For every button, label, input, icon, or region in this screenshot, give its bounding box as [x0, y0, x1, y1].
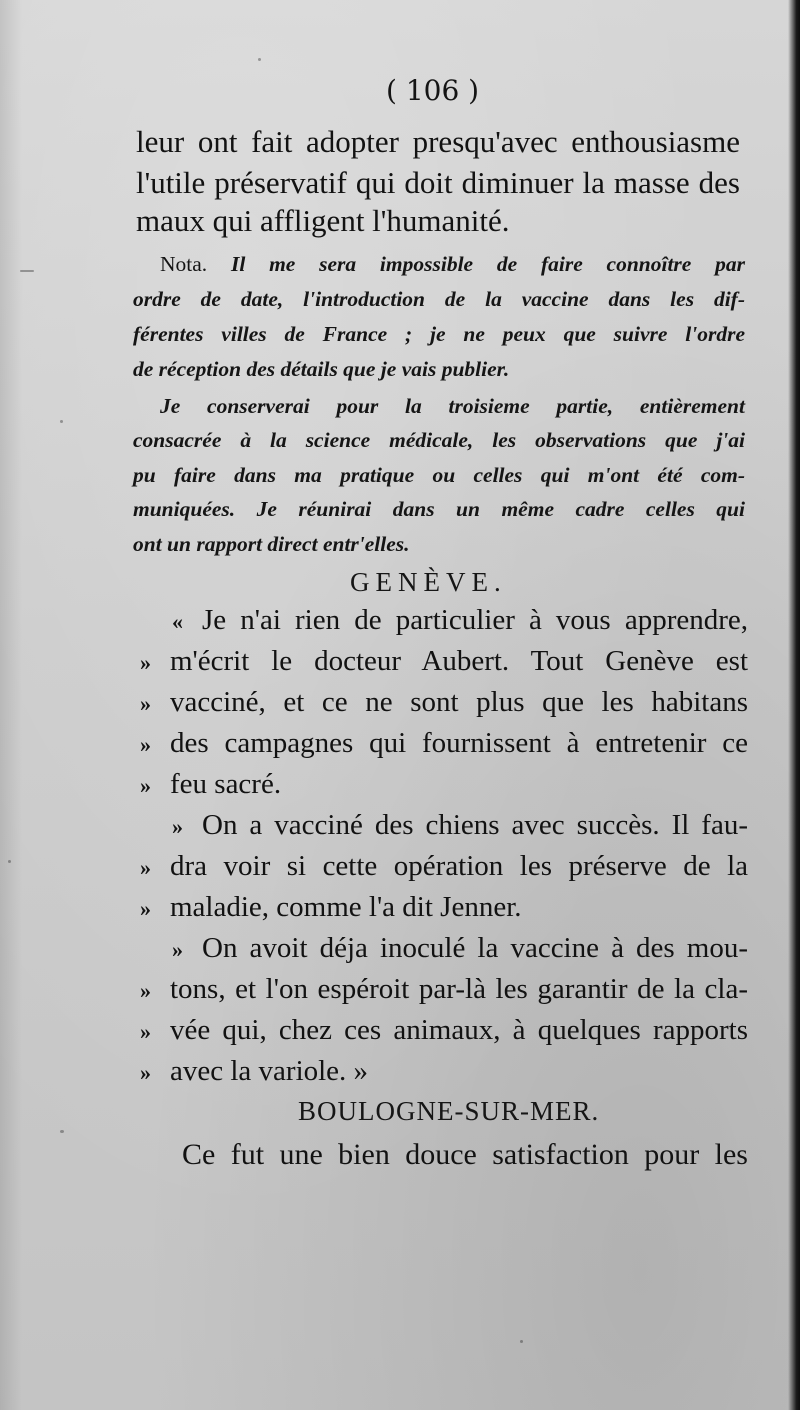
quote-mark: »	[140, 732, 151, 757]
note-line: ordre de date, l'introduction de la vaccine dans les dif-	[133, 287, 745, 311]
quote-line	[140, 850, 748, 883]
scan-speck	[20, 270, 34, 272]
quote-line	[140, 891, 522, 924]
quote-line	[140, 768, 281, 801]
scan-speck	[60, 420, 63, 423]
text-line: l'utile préservatif qui doit diminuer la masse des	[136, 165, 740, 200]
note-line: ont un rapport direct entr'elles.	[133, 532, 410, 556]
text-line: leur ont fait adopter presqu'avec enthousiasme	[136, 124, 740, 159]
note-line: pu faire dans ma pratique ou celles qui m'ont été com-	[133, 463, 745, 487]
quote-line	[172, 604, 748, 637]
quote-line	[172, 932, 748, 965]
quote-text: On avoit déja inoculé la vaccine à des mou-	[202, 932, 748, 964]
quote-mark: »	[140, 978, 151, 1003]
quote-text: maladie, comme l'a dit Jenner.	[170, 891, 522, 923]
note-line: de réception des détails que je vais publier.	[133, 357, 510, 381]
note-text: Il me sera impossible de faire connoître par	[230, 252, 745, 276]
quote-text: On a vacciné des chiens avec succès. Il fau-	[202, 809, 748, 841]
scan-speck	[258, 58, 261, 61]
quote-mark: »	[140, 1019, 151, 1044]
quote-mark: »	[140, 855, 151, 880]
text-line: maux qui affligent l'humanité.	[136, 203, 510, 238]
quote-line	[140, 645, 748, 678]
scan-speck	[60, 1130, 64, 1133]
quote-mark: »	[140, 896, 151, 921]
quote-line	[172, 809, 748, 842]
quote-mark: »	[172, 937, 183, 962]
quote-mark: »	[140, 1060, 151, 1085]
quote-line	[140, 1014, 748, 1047]
quote-text: tons, et l'on espéroit par-là les garantir de la cla-	[170, 973, 748, 1005]
quote-text: vée qui, chez ces animaux, à quelques rapports	[170, 1014, 748, 1046]
quote-text: m'écrit le docteur Aubert. Tout Genève est	[170, 645, 748, 677]
page-number: ( 106 )	[386, 74, 480, 107]
page-fold-shadow	[0, 0, 22, 1410]
text-line: Ce fut une bien douce satisfaction pour les	[182, 1138, 748, 1171]
quote-mark: »	[140, 773, 151, 798]
note-line: consacrée à la science médicale, les observations que j'ai	[133, 428, 745, 452]
quote-mark: »	[140, 691, 151, 716]
scan-speck	[520, 1340, 523, 1343]
quote-mark: »	[140, 650, 151, 675]
page-edge-shadow	[788, 0, 800, 1410]
note-label: Nota.	[160, 252, 208, 276]
quote-mark: »	[172, 814, 183, 839]
quote-text: des campagnes qui fournissent à entretenir ce	[170, 727, 748, 759]
note-line	[160, 252, 745, 277]
quote-text: dra voir si cette opération les préserve de la	[170, 850, 748, 882]
note-line: Je conserverai pour la troisieme partie, entièrement	[160, 394, 745, 418]
section-heading: GENÈVE.	[350, 567, 507, 597]
section-heading: BOULOGNE-SUR-MER.	[298, 1096, 600, 1126]
quote-text: vacciné, et ce ne sont plus que les habitans	[170, 686, 748, 718]
quote-line	[140, 1055, 368, 1088]
quote-line	[140, 727, 748, 760]
quote-mark: «	[172, 609, 183, 634]
quote-text: Je n'ai rien de particulier à vous apprendre,	[202, 604, 748, 636]
note-line: férentes villes de France ; je ne peux que suivre l'ordre	[133, 322, 745, 346]
quote-line	[140, 973, 748, 1006]
scan-speck	[8, 860, 11, 863]
quote-text: avec la variole. »	[170, 1055, 369, 1087]
note-line: muniquées. Je réunirai dans un même cadre celles qui	[133, 497, 745, 521]
quote-line	[140, 686, 748, 719]
quote-text: feu sacré.	[170, 768, 282, 800]
